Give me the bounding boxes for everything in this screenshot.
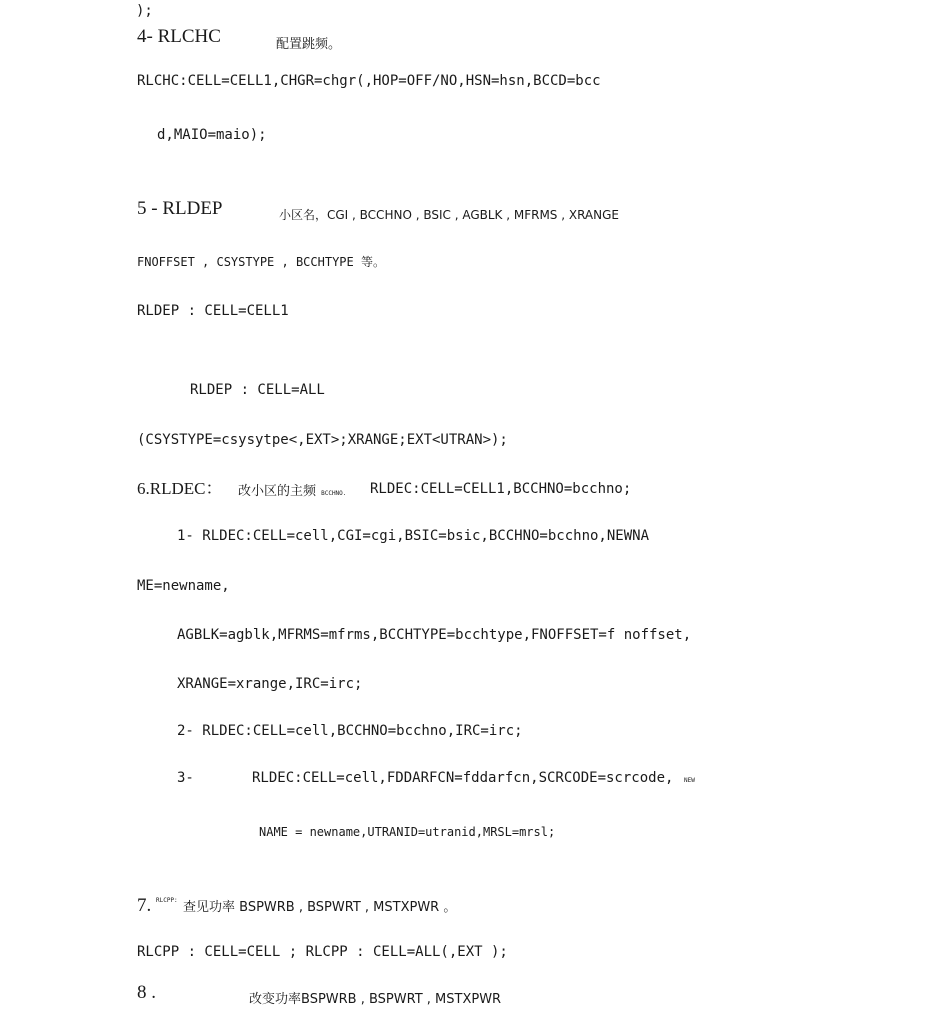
section-description-6-text: 改小区的主频	[238, 484, 317, 499]
section-heading-5: 5 - RLDEP	[137, 198, 223, 219]
command-line: (CSYSTYPE=csysytpe<,EXT>;XRANGE;EXT<UTRAN>);	[137, 432, 508, 448]
text-line: );	[136, 3, 153, 19]
command-line: RLDEP : CELL=CELL1	[137, 303, 289, 319]
command-line: RLDEC:CELL=cell,FDDARFCN=fddarfcn,SCRCODE=scrcode,	[252, 770, 674, 786]
command-line: AGBLK=agblk,MFRMS=mfrms,BCCHTYPE=bcchtype,FNOFFSET=f noffset,	[177, 627, 692, 643]
section-heading-8: 8 .	[137, 982, 156, 1003]
command-line: ME=newname,	[137, 578, 230, 594]
command-line: d,MAIO=maio);	[157, 127, 267, 143]
section-description-5: 小区名，CGI , BCCHNO , BSIC , AGBLK , MFRMS , XRANGE	[279, 208, 620, 222]
small-note: NEW	[684, 777, 695, 784]
command-line: RLCHC:CELL=CELL1,CHGR=chgr(,HOP=OFF/NO,HSN=hsn,BCCD=bcc	[137, 73, 601, 89]
section-description-5-cont: FNOFFSET , CSYSTYPE , BCCHTYPE 等。	[137, 255, 385, 269]
section-description-8: 改变功率BSPWRB , BSPWRT , MSTXPWR	[249, 992, 502, 1007]
section-description-7: 查见功率 BSPWRB , BSPWRT , MSTXPWR 。	[183, 900, 457, 915]
list-number: 3-	[177, 770, 194, 786]
section-description-4: 配置跳频。	[276, 37, 342, 52]
command-line: 2- RLDEC:CELL=cell,BCCHNO=bcchno,IRC=irc;	[177, 723, 523, 739]
command-line: RLDEC:CELL=CELL1,BCCHNO=bcchno;	[370, 481, 632, 497]
command-line: XRANGE=xrange,IRC=irc;	[177, 676, 363, 692]
command-line: RLCPP : CELL=CELL ; RLCPP : CELL=ALL(,EXT );	[137, 944, 508, 960]
small-note: BCCHNO.	[321, 490, 347, 497]
section-description-6	[238, 482, 346, 498]
command-line: NAME = newname,UTRANID=utranid,MRSL=mrsl;	[259, 825, 556, 839]
small-note: RLCPP:	[156, 897, 178, 904]
section-heading-7: 7.	[137, 895, 152, 916]
command-line: RLDEP : CELL=ALL	[190, 382, 325, 398]
section-heading-4: 4- RLCHC	[137, 26, 221, 47]
command-line: 1- RLDEC:CELL=cell,CGI=cgi,BSIC=bsic,BCCHNO=bcchno,NEWNA	[177, 528, 650, 544]
section-heading-6: 6.RLDEC：	[137, 479, 223, 498]
